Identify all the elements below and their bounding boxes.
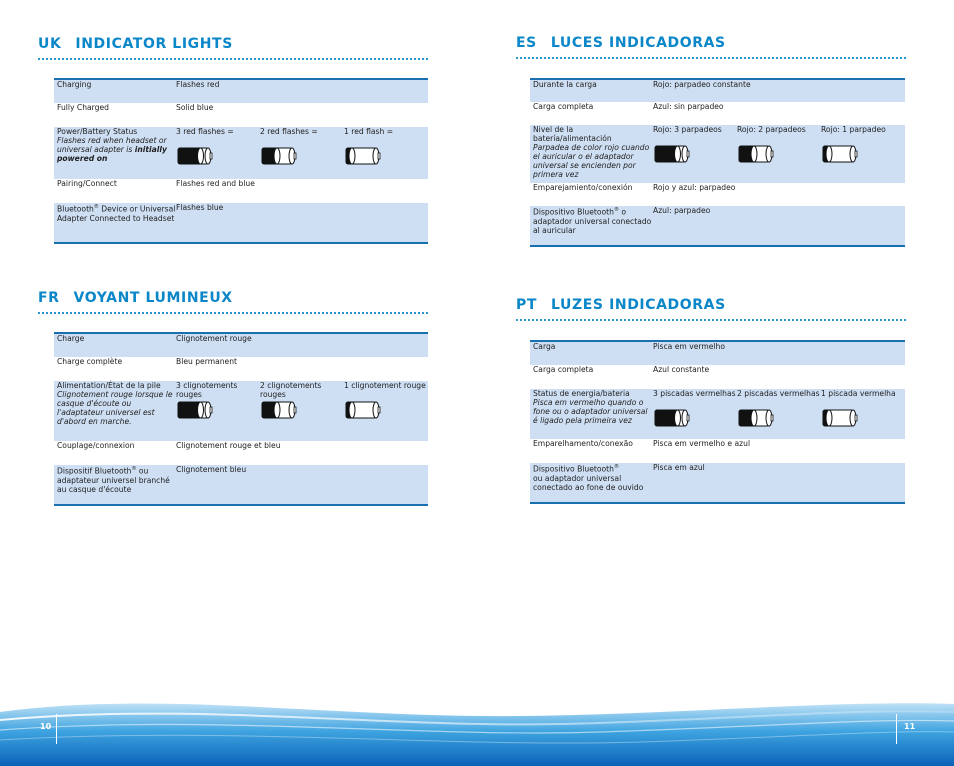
uk-indicator-table: [54, 78, 428, 244]
table-row: [530, 102, 905, 125]
battery-icon: [177, 401, 213, 419]
row-label: Emparejamiento/conexión: [530, 183, 653, 206]
row-label: Emparelhamento/conexão: [530, 439, 653, 463]
row-value: Pisca em azul: [653, 463, 905, 503]
battery-icon: [654, 409, 690, 427]
battery-icon: [345, 401, 381, 419]
row-value: Clignotement bleu: [176, 465, 428, 505]
table-row: [530, 463, 905, 503]
dotted-divider: [38, 312, 428, 314]
table-row: [54, 203, 428, 243]
dotted-divider: [38, 58, 428, 60]
dotted-divider: [516, 319, 906, 321]
table-row: [530, 206, 905, 246]
table-row: [530, 439, 905, 463]
section-fr: [38, 290, 428, 314]
section-pt: [516, 297, 906, 321]
table-row: [54, 381, 428, 441]
section-title: PT LUZES INDICADORAS: [516, 297, 726, 313]
row-label: Carga: [530, 341, 653, 365]
battery-icon: [822, 145, 858, 163]
table-row: [530, 79, 905, 102]
table-row: [54, 465, 428, 505]
row-label: Fully Charged: [54, 103, 176, 127]
table-row: [54, 179, 428, 203]
section-title: ES LUCES INDICADORAS: [516, 35, 726, 51]
row-value: Pisca em vermelho: [653, 341, 905, 365]
table-row: [530, 389, 905, 439]
battery-icon: [177, 147, 213, 165]
table-row: [530, 341, 905, 365]
dotted-divider: [516, 57, 906, 59]
row-value: Clignotement rouge et bleu: [176, 441, 428, 465]
row-value: Flashes blue: [176, 203, 428, 243]
section-uk: [38, 36, 428, 60]
page-number-right: 11: [904, 722, 916, 731]
table-row: [530, 365, 905, 389]
row-value: Pisca em vermelho e azul: [653, 439, 905, 463]
table-row: [54, 127, 428, 179]
page-number-left: 10: [40, 722, 52, 731]
row-value: Flashes red and blue: [176, 179, 428, 203]
row-label: Dispositivo Bluetooth® ou adaptador universal conectado ao fone de ouvido: [530, 463, 653, 503]
row-value: Solid blue: [176, 103, 428, 127]
table-row: [54, 441, 428, 465]
row-label: Couplage/connexion: [54, 441, 176, 465]
pt-indicator-table: [530, 340, 905, 504]
row-label: Durante la carga: [530, 79, 653, 102]
row-label: Pairing/Connect: [54, 179, 176, 203]
footer-wave-banner: [0, 690, 954, 766]
row-label: Alimentation/État de la pile Clignotement rouge lorsque le casque d'écoute ou l'adaptateur universel est d'abord en marche.: [54, 381, 176, 441]
row-label: Nivel de la batería/alimentación Parpadea de color rojo cuando el auricular o el adaptador universal se encienden por primera vez: [530, 125, 653, 183]
battery-icon: [261, 401, 297, 419]
row-value: Azul: sin parpadeo: [653, 102, 905, 125]
row-value: Bleu permanent: [176, 357, 428, 381]
row-label: Charge: [54, 333, 176, 357]
table-row: [54, 79, 428, 103]
battery-icon: [261, 147, 297, 165]
section-title: FR VOYANT LUMINEUX: [38, 290, 233, 306]
row-value: Azul: parpadeo: [653, 206, 905, 246]
row-label: Charging: [54, 79, 176, 103]
table-row: [530, 183, 905, 206]
row-label: Status de energia/bateria Pisca em vermelho quando o fone ou o adaptador universal é ligado pela primeira vez: [530, 389, 653, 439]
footer-divider: [896, 714, 897, 744]
row-label: Dispositif Bluetooth® ou adaptateur universel branché au casque d'écoute: [54, 465, 176, 505]
battery-icon: [654, 145, 690, 163]
battery-icon: [738, 409, 774, 427]
row-label: Power/Battery Status Flashes red when headset or universal adapter is initially powered on: [54, 127, 176, 179]
battery-icon: [738, 145, 774, 163]
row-value: Azul constante: [653, 365, 905, 389]
footer-divider: [56, 714, 57, 744]
row-value: Rojo y azul: parpadeo: [653, 183, 905, 206]
row-value: 3 piscadas vermelhas 2 piscadas vermelhas 1 piscada vermelha: [653, 389, 905, 439]
table-row: [54, 103, 428, 127]
row-value: Clignotement rouge: [176, 333, 428, 357]
fr-indicator-table: [54, 332, 428, 506]
row-label: Bluetooth® Device or Universal Adapter Connected to Headset: [54, 203, 176, 243]
table-row: [54, 333, 428, 357]
row-value: Rojo: 3 parpadeos Rojo: 2 parpadeos Rojo: 1 parpadeo: [653, 125, 905, 183]
row-label: Dispositivo Bluetooth® o adaptador universal conectado al auricular: [530, 206, 653, 246]
row-label: Charge complète: [54, 357, 176, 381]
battery-icon: [345, 147, 381, 165]
section-title: UK INDICATOR LIGHTS: [38, 36, 233, 52]
row-label: Carga completa: [530, 365, 653, 389]
row-value: 3 red flashes = 2 red flashes = 1 red flash =: [176, 127, 428, 179]
section-es: [516, 35, 906, 59]
table-row: [530, 125, 905, 183]
battery-icon: [822, 409, 858, 427]
table-row: [54, 357, 428, 381]
row-value: Flashes red: [176, 79, 428, 103]
row-value: 3 clignotements rouges 2 clignotements rouges 1 clignotement rouge: [176, 381, 428, 441]
es-indicator-table: [530, 78, 905, 247]
row-value: Rojo: parpadeo constante: [653, 79, 905, 102]
row-label: Carga completa: [530, 102, 653, 125]
